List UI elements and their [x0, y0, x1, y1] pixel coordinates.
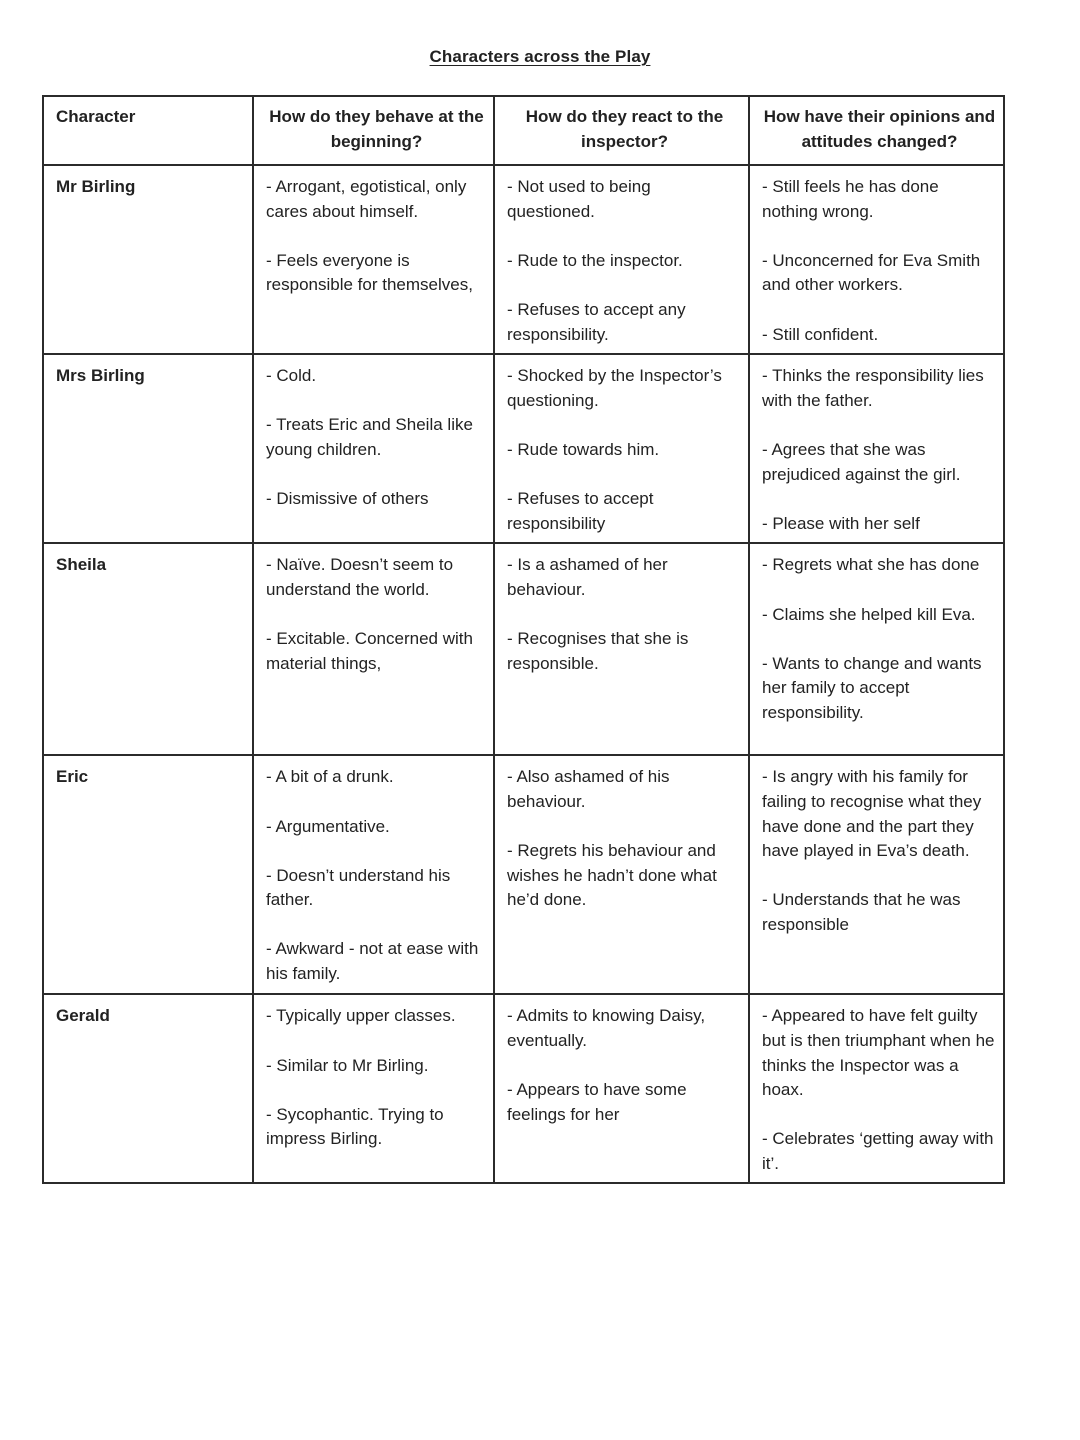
reaction-note: - Not used to being questioned. [507, 177, 651, 221]
behaviour-cell [253, 543, 494, 755]
behaviour-note: - Naïve. Doesn’t seem to understand the world. [266, 555, 454, 599]
reaction-note: - Refuses to accept responsibility [507, 489, 654, 533]
reaction-note: - Shocked by the Inspector’s questioning. [507, 366, 722, 410]
change-note: - Claims she helped kill Eva. [762, 604, 976, 624]
character-name: Sheila [56, 555, 107, 575]
change-note: - Still feels he has done nothing wrong. [762, 177, 939, 221]
change-note: - Agrees that she was prejudiced against the girl. [762, 439, 961, 484]
table-header-row [43, 96, 1004, 165]
reaction-cell [494, 543, 749, 755]
character-name: Gerald [56, 1006, 110, 1026]
reaction-note: - Regrets his behaviour and wishes he hadn’t done what he’d done. [507, 841, 717, 910]
change-note: - Appeared to have felt guilty but is then triumphant when he thinks the Inspector was a hoax. [762, 1006, 995, 1100]
change-note: - Still confident. [762, 324, 879, 344]
reaction-note: - Recognises that she is responsible. [507, 629, 689, 673]
table-row [43, 165, 1004, 354]
character-cell [43, 994, 253, 1183]
reaction-note: - Admits to knowing Daisy, eventually. [507, 1006, 706, 1050]
behaviour-note: - Treats Eric and Sheila like young children. [266, 415, 473, 459]
reaction-note: - Is a ashamed of her behaviour. [507, 555, 668, 599]
behaviour-cell [253, 755, 494, 994]
behaviour-note: - Dismissive of others [266, 489, 429, 509]
behaviour-cell [253, 994, 494, 1183]
behaviour-note: - Argumentative. [266, 816, 390, 836]
change-cell [749, 755, 1004, 994]
reaction-cell [494, 354, 749, 543]
character-name: Eric [56, 767, 89, 787]
reaction-cell [494, 165, 749, 354]
behaviour-note: - Excitable. Concerned with material things, [266, 629, 473, 673]
behaviour-note: - Similar to Mr Birling. [266, 1055, 429, 1075]
reaction-note: - Appears to have some feelings for her [507, 1080, 687, 1124]
behaviour-note: - Doesn’t understand his father. [266, 865, 451, 910]
behaviour-note: - A bit of a drunk. [266, 767, 394, 787]
page-title: Characters across the Play [429, 47, 651, 66]
table-row [43, 755, 1004, 994]
character-name: Mrs Birling [56, 366, 145, 386]
table-row [43, 543, 1004, 755]
table-row [43, 354, 1004, 543]
character-cell [43, 543, 253, 755]
change-note: - Understands that he was responsible [762, 890, 961, 934]
behaviour-note: - Sycophantic. Trying to impress Birling. [266, 1104, 444, 1149]
behaviour-note: - Awkward - not at ease with his family. [266, 939, 479, 984]
header-change: How have their opinions and attitudes changed? [749, 96, 1004, 165]
table-row [43, 994, 1004, 1183]
character-cell [43, 354, 253, 543]
reaction-note: - Rude towards him. [507, 439, 660, 459]
change-note: - Thinks the responsibility lies with the father. [762, 366, 984, 410]
reaction-note: - Refuses to accept any responsibility. [507, 299, 686, 344]
reaction-note: - Also ashamed of his behaviour. [507, 767, 670, 811]
change-note: - Unconcerned for Eva Smith and other workers. [762, 250, 981, 295]
behaviour-cell [253, 354, 494, 543]
behaviour-note: - Feels everyone is responsible for themselves, [266, 250, 473, 295]
change-cell [749, 994, 1004, 1183]
reaction-cell [494, 994, 749, 1183]
characters-table [42, 95, 1005, 1184]
change-cell [749, 165, 1004, 354]
change-note: - Celebrates ‘getting away with it’. [762, 1129, 994, 1173]
change-note: - Please with her self [762, 513, 920, 533]
change-note: - Regrets what she has done [762, 555, 980, 575]
reaction-cell [494, 755, 749, 994]
change-note: - Is angry with his family for failing to recognise what they have done and the part they have played in Eva’s death. [762, 767, 982, 861]
header-reaction: How do they react to the inspector? [494, 96, 749, 165]
change-note: - Wants to change and wants her family to accept responsibility. [762, 653, 982, 722]
character-cell [43, 755, 253, 994]
header-behaviour: How do they behave at the beginning? [253, 96, 494, 165]
change-cell [749, 543, 1004, 755]
behaviour-note: - Arrogant, egotistical, only cares about himself. [266, 177, 467, 221]
character-name: Mr Birling [56, 177, 136, 196]
behaviour-note: - Typically upper classes. [266, 1006, 456, 1026]
behaviour-note: - Cold. [266, 366, 317, 386]
behaviour-cell [253, 165, 494, 354]
character-cell [43, 165, 253, 354]
change-cell [749, 354, 1004, 543]
reaction-note: - Rude to the inspector. [507, 250, 683, 270]
header-character: Character [43, 96, 253, 165]
